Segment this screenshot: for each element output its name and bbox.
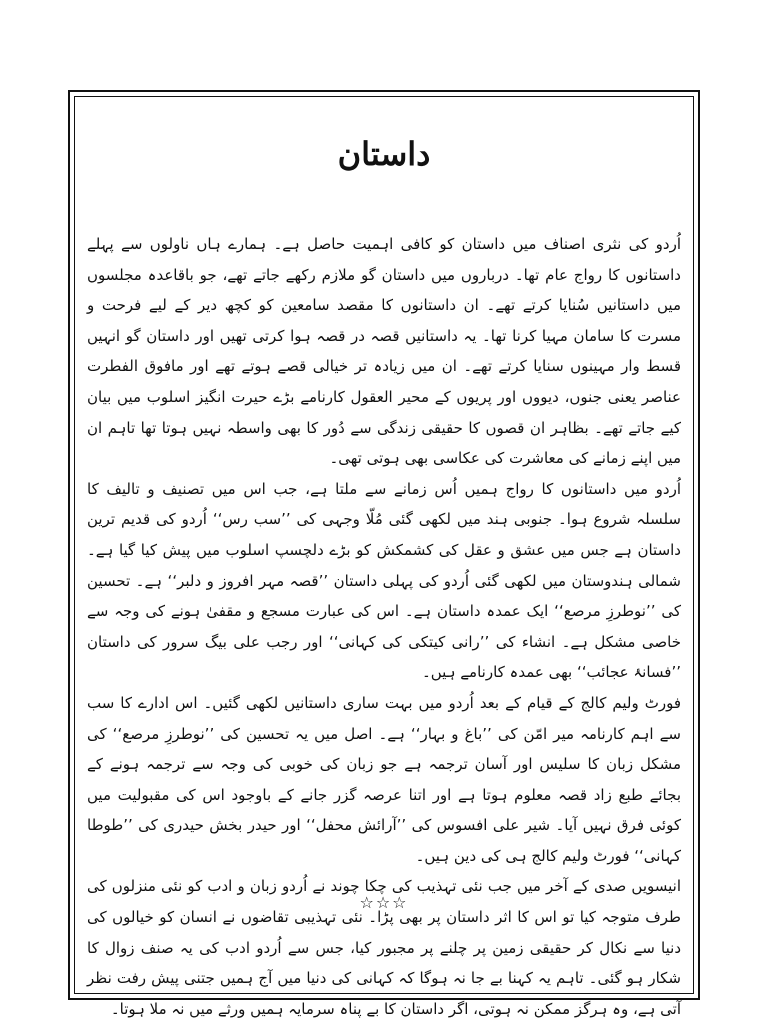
paragraph-1: اُردو کی نثری اصناف میں داستان کو کافی اہمیت حاصل ہے۔ ہمارے ہاں ناولوں سے پہلے داستانوں کا رواج عام تھا۔ درباروں میں داستان گو ملازم رکھے جاتے تھے، جو باقاعدہ مجلسوں میں داستانیں سُنایا کرتے تھے۔ ان داستانوں کا مقصد سامعین کو کچھ دیر کے لیے فرحت و مسرت کا سامان مہیا کرنا تھا۔ یہ داستانیں قصہ در قصہ ہوا کرتی تھیں اور داستان گو انہیں قسط وار مہینوں سنایا کرتے تھے۔ ان میں زیادہ تر خیالی قصے ہوتے تھے اور مافوق الفطرت عناصر یعنی جنوں، دیووں اور پریوں کے محیر العقول کارنامے بڑے حیرت انگیز اسلوب میں بیان کیے جاتے تھے۔ بظاہر ان قصوں کا حقیقی زندگی سے دُور کا بھی واسطہ نہیں ہوتا تھا تاہم ان میں اپنے زمانے کی معاشرت کی عکاسی بھی ہوتی تھی۔	[87, 235, 681, 468]
page-title: داستان	[337, 135, 431, 173]
paragraph-4: انیسویں صدی کے آخر میں جب نئی تہذیب کی چکا چوند نے اُردو زبان و ادب کو نئی منزلوں کی طرف متوجہ کیا تو اس کا اثر داستان پر بھی پڑا۔ نئی تہذیبی تقاضوں نے انسان کو خیالوں کی دنیا سے نکال کر حقیقی زمین پر چلنے پر مجبور کیا، جس سے اُردو ادب کی یہ صنف زوال کا شکار ہو گئی۔ تاہم یہ کہنا بے جا نہ ہوگا کہ کہانی کی دنیا میں آج ہمیں جتنی پیش رفت نظر آتی ہے، وہ ہرگز ممکن نہ ہوتی، اگر داستان کا بے پناہ سرمایہ ہمیں ورثے میں نہ ملا ہوتا۔	[87, 877, 681, 1018]
paragraph-2: اُردو میں داستانوں کا رواج ہمیں اُس زمانے سے ملتا ہے، جب اس میں تصنیف و تالیف کا سلسلہ شروع ہوا۔ جنوبی ہند میں لکھی گئی مُلّا وجہی کی ’’سب رس‘‘ اُردو کی قدیم ترین داستان ہے جس میں عشق و عقل کی کشمکش کو بڑے دلچسپ اسلوب میں پیش کیا گیا ہے۔ شمالی ہندوستان میں لکھی گئی اُردو کی پہلی داستان ’’قصہ مہر افروز و دلبر‘‘ ہے۔ تحسین کی ’’نوطرزِ مرصع‘‘ ایک عمدہ داستان ہے۔ اس کی عبارت مسجع و مقفیٰ ہونے کی وجہ سے خاصی مشکل ہے۔ انشاء کی ’’رانی کیتکی کی کہانی‘‘ اور رجب علی بیگ سرور کی داستان ’’فسانۂ عجائب‘‘ بھی عمدہ کارنامے ہیں۔	[87, 479, 681, 682]
page-border-outer	[68, 90, 700, 1018]
ending-stars: ☆☆☆	[359, 893, 409, 912]
paragraph-3: فورٹ ولیم کالج کے قیام کے بعد اُردو میں بہت ساری داستانیں لکھی گئیں۔ اس ادارے کا سب سے اہم کارنامہ میر امّن کی ’’باغ و بہار‘‘ ہے۔ اصل میں یہ تحسین کی ’’نوطرزِ مرصع‘‘ کی مشکل زبان کا سلیس اور آسان ترجمہ ہے جو زبان کی خوبی کی وجہ سے ترجمہ ہونے کے بجائے طبع زاد قصہ معلوم ہوتا ہے اور اتنا عرصہ گزر جانے کے باوجود اس کی مقبولیت میں کوئی فرق نہیں آیا۔ شیر علی افسوس کی ’’آرائش محفل‘‘ اور حیدر بخش حیدری کی ’’طوطا کہانی‘‘ فورٹ ولیم کالج ہی کی دین ہیں۔	[87, 693, 681, 865]
page-border-inner	[74, 96, 694, 1018]
